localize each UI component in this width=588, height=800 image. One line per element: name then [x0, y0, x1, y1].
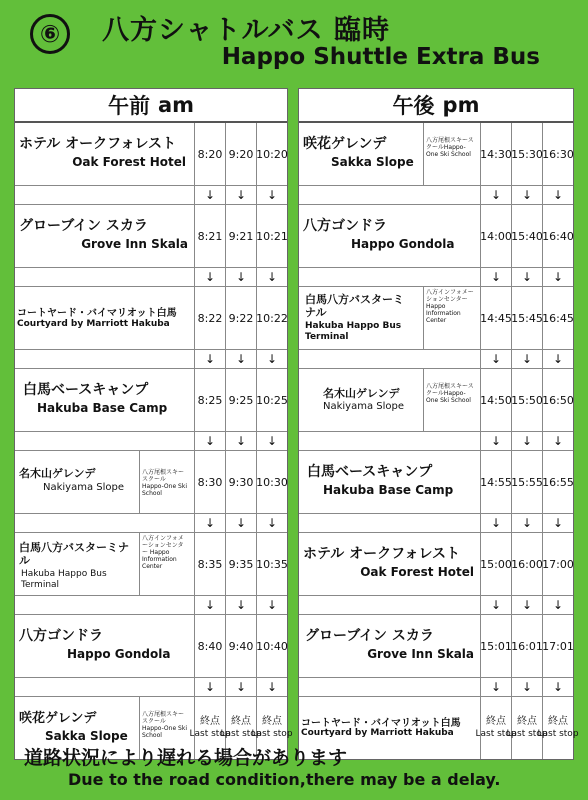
departure-time: 16:01 [512, 615, 543, 677]
departure-time: 15:30 [512, 123, 543, 185]
departure-time: 15:50 [512, 369, 543, 431]
departure-time: 8:20 [195, 123, 226, 185]
departure-time: 9:40 [226, 615, 257, 677]
stop-name-en: Sakka Slope [331, 155, 414, 169]
arrow-row [299, 596, 573, 615]
am-header [15, 89, 287, 123]
departure-time: 10:30 [256, 475, 288, 489]
departure-time: 15:00 [481, 533, 512, 595]
departure-time: 10:40 [256, 639, 288, 653]
pm-stop-row [299, 369, 573, 432]
stop-name-en: Grove Inn Skala [81, 237, 188, 251]
arrow-row [15, 186, 287, 205]
stop-name-jp: 白馬八方バスターミナル [19, 541, 129, 567]
stop-name [299, 287, 481, 349]
stop-name-en: Happo Gondola [351, 237, 455, 251]
am-timetable [14, 88, 293, 760]
am-stop-row [15, 533, 287, 596]
stop-name-jp: グローブイン スカラ [19, 218, 148, 234]
down-arrow-icon: ↓ [552, 516, 564, 530]
stop-sub-note: 八方インフォメーションセンター Happo Information Center [423, 287, 479, 349]
arrow-row [299, 350, 573, 369]
title-english: Happo Shuttle Extra Bus [221, 44, 540, 70]
stop-name-jp: 八方ゴンドラ [303, 218, 387, 234]
arrow-row [15, 432, 287, 451]
down-arrow-icon: ↓ [481, 678, 512, 696]
down-arrow-icon: ↓ [481, 268, 512, 286]
departure-time: 17:00 [542, 557, 574, 571]
stop-name-jp: 八方ゴンドラ [19, 628, 103, 644]
down-arrow-icon: ↓ [552, 270, 564, 284]
stop-name-en: Hakuba Happo Bus Terminal [21, 569, 107, 590]
departure-time: 14:55 [481, 451, 512, 513]
am-label-en: am [157, 93, 195, 117]
down-arrow-icon: ↓ [195, 514, 226, 532]
stop-name-jp: 咲花ゲレンデ [303, 136, 387, 152]
down-arrow-icon: ↓ [226, 596, 257, 614]
departure-time: 15:40 [512, 205, 543, 267]
stop-name-jp: グローブイン スカラ [305, 628, 434, 644]
stop-name-en: Grove Inn Skala [367, 647, 474, 661]
departure-time: 16:00 [512, 533, 543, 595]
down-arrow-icon: ↓ [226, 350, 257, 368]
departure-time: 14:45 [481, 287, 512, 349]
departure-time: 16:45 [542, 311, 574, 325]
stop-name [15, 123, 195, 185]
stop-name [299, 533, 481, 595]
delay-notice-jp: 道路状況により遅れる場合があります [24, 747, 348, 769]
departure-time: 10:20 [256, 147, 288, 161]
down-arrow-icon: ↓ [552, 598, 564, 612]
arrow-row [15, 268, 287, 287]
down-arrow-icon: ↓ [266, 516, 278, 530]
down-arrow-icon: ↓ [266, 270, 278, 284]
arrow-row [15, 350, 287, 369]
down-arrow-icon: ↓ [226, 186, 257, 204]
departure-time: 10:22 [256, 311, 288, 325]
down-arrow-icon: ↓ [552, 352, 564, 366]
departure-time: 16:50 [542, 393, 574, 407]
down-arrow-icon: ↓ [512, 432, 543, 450]
am-stop-row [15, 369, 287, 432]
stop-sub-note: 八方尾根スキースクールHappo-One Ski School [423, 123, 479, 185]
down-arrow-icon: ↓ [195, 268, 226, 286]
stop-name [15, 369, 195, 431]
departure-time: 9:35 [226, 533, 257, 595]
down-arrow-icon: ↓ [512, 350, 543, 368]
pm-label-jp: 午後 [392, 94, 435, 118]
down-arrow-icon: ↓ [195, 432, 226, 450]
departure-time: 10:21 [256, 229, 288, 243]
am-stop-row [15, 205, 287, 268]
departure-time: 8:35 [195, 533, 226, 595]
departure-time: 8:30 [195, 451, 226, 513]
stop-name [15, 615, 195, 677]
down-arrow-icon: ↓ [481, 350, 512, 368]
down-arrow-icon: ↓ [195, 596, 226, 614]
stop-name-jp: ホテル オークフォレスト [303, 546, 461, 562]
last-stop-label: 終点 Last stop [195, 697, 226, 759]
down-arrow-icon: ↓ [512, 268, 543, 286]
stop-name-en: Hakuba Base Camp [37, 401, 168, 415]
arrow-row [299, 186, 573, 205]
stop-name-jp: 名木山ゲレンデ [19, 467, 96, 480]
departure-time: 16:30 [542, 147, 574, 161]
arrow-row [299, 432, 573, 451]
stop-name-en: Oak Forest Hotel [360, 565, 474, 579]
stop-name-en: Oak Forest Hotel [72, 155, 186, 169]
stop-sub-note: 八方尾根スキースクールHappo-One Ski School [139, 697, 189, 759]
last-stop-label: 終点 Last stop [537, 716, 579, 739]
arrow-row [15, 678, 287, 697]
pm-header [299, 89, 573, 123]
departure-time: 9:30 [226, 451, 257, 513]
am-stop-row [15, 615, 287, 678]
down-arrow-icon: ↓ [226, 514, 257, 532]
stop-name-en: Hakuba Base Camp [323, 483, 454, 497]
down-arrow-icon: ↓ [512, 596, 543, 614]
stop-sub-note: 八方インフォメーションセンター Happo Information Center [139, 533, 189, 595]
stop-name [299, 205, 481, 267]
down-arrow-icon: ↓ [226, 678, 257, 696]
am-stop-row [15, 451, 287, 514]
stop-name-en: Happo Gondola [67, 647, 171, 661]
stop-name-en: Nakiyama Slope [43, 482, 125, 493]
down-arrow-icon: ↓ [481, 514, 512, 532]
stop-name-jp: コートヤード・バイマリオット白馬 [17, 308, 177, 319]
down-arrow-icon: ↓ [552, 680, 564, 694]
down-arrow-icon: ↓ [266, 188, 278, 202]
departure-time: 10:35 [256, 557, 288, 571]
departure-time: 14:00 [481, 205, 512, 267]
departure-time: 8:40 [195, 615, 226, 677]
arrow-row [15, 514, 287, 533]
down-arrow-icon: ↓ [481, 432, 512, 450]
stop-name-jp: 白馬ベースキャンプ [307, 464, 433, 480]
departure-time: 16:55 [542, 475, 574, 489]
last-stop-label: 終点 Last stop [226, 697, 257, 759]
stop-sub-note: 八方尾根スキースクールHappo-One Ski School [423, 369, 479, 431]
departure-time: 8:25 [195, 369, 226, 431]
stop-name-en: Nakiyama Slope [323, 401, 405, 412]
departure-time: 9:20 [226, 123, 257, 185]
down-arrow-icon: ↓ [226, 268, 257, 286]
down-arrow-icon: ↓ [266, 352, 278, 366]
stop-name [15, 205, 195, 267]
arrow-row [299, 678, 573, 697]
departure-time: 9:21 [226, 205, 257, 267]
departure-time: 9:22 [226, 287, 257, 349]
am-stop-row [15, 287, 287, 350]
last-stop-label: 終点 Last stop [481, 697, 512, 759]
stop-name-jp: 名木山ゲレンデ [323, 387, 400, 400]
pm-stop-row [299, 123, 573, 186]
down-arrow-icon: ↓ [195, 350, 226, 368]
departure-time: 15:01 [481, 615, 512, 677]
pm-label-en: pm [442, 93, 480, 117]
down-arrow-icon: ↓ [481, 596, 512, 614]
last-stop-label: 終点 Last stop [512, 697, 543, 759]
pm-stop-row [299, 533, 573, 596]
down-arrow-icon: ↓ [512, 514, 543, 532]
stop-name [299, 369, 481, 431]
departure-time: 15:55 [512, 451, 543, 513]
stop-name-en: Courtyard by Marriott Hakuba [301, 728, 454, 738]
departure-time: 8:21 [195, 205, 226, 267]
departure-time: 16:40 [542, 229, 574, 243]
down-arrow-icon: ↓ [226, 432, 257, 450]
stop-name-en: Hakuba Happo Bus Terminal [305, 321, 402, 342]
delay-notice-en: Due to the road condition,there may be a delay. [68, 770, 501, 789]
pm-stop-row [299, 615, 573, 678]
stop-name [15, 287, 195, 349]
stop-name-jp: 白馬八方バスターミナル [305, 293, 404, 319]
departure-time: 14:30 [481, 123, 512, 185]
pm-stop-row [299, 287, 573, 350]
stop-name [299, 451, 481, 513]
last-stop-label: 終点 Last stop [251, 716, 293, 739]
arrow-row [299, 268, 573, 287]
stop-name [15, 533, 195, 595]
down-arrow-icon: ↓ [512, 186, 543, 204]
down-arrow-icon: ↓ [266, 598, 278, 612]
stop-name-jp: 咲花ゲレンデ [19, 711, 97, 726]
down-arrow-icon: ↓ [552, 434, 564, 448]
departure-time: 14:50 [481, 369, 512, 431]
route-number-badge: ⑥ [30, 14, 70, 54]
stop-name-jp: 白馬ベースキャンプ [23, 382, 149, 398]
pm-stop-row [299, 451, 573, 514]
pm-timetable [298, 88, 579, 760]
down-arrow-icon: ↓ [195, 186, 226, 204]
departure-time: 17:01 [542, 639, 574, 653]
title-japanese: 八方シャトルバス 臨時 [102, 15, 390, 46]
down-arrow-icon: ↓ [552, 188, 564, 202]
down-arrow-icon: ↓ [266, 434, 278, 448]
am-label-jp: 午前 [107, 94, 150, 118]
stop-name-en: Courtyard by Marriott Hakuba [17, 319, 170, 329]
departure-time: 9:25 [226, 369, 257, 431]
am-stop-row [15, 123, 287, 186]
stop-name [299, 615, 481, 677]
departure-time: 15:45 [512, 287, 543, 349]
down-arrow-icon: ↓ [512, 678, 543, 696]
stop-sub-note: 八方尾根スキースクールHappo-One Ski School [139, 451, 189, 513]
stop-name-en: Sakka Slope [45, 729, 128, 743]
stop-name-jp: コートヤード・バイマリオット白馬 [301, 718, 461, 729]
down-arrow-icon: ↓ [481, 186, 512, 204]
departure-time: 10:25 [256, 393, 288, 407]
arrow-row [299, 514, 573, 533]
stop-name-jp: ホテル オークフォレスト [19, 136, 177, 152]
pm-stop-row [299, 205, 573, 268]
down-arrow-icon: ↓ [195, 678, 226, 696]
departure-time: 8:22 [195, 287, 226, 349]
stop-name [15, 451, 195, 513]
arrow-row [15, 596, 287, 615]
down-arrow-icon: ↓ [266, 680, 278, 694]
stop-name [299, 123, 481, 185]
